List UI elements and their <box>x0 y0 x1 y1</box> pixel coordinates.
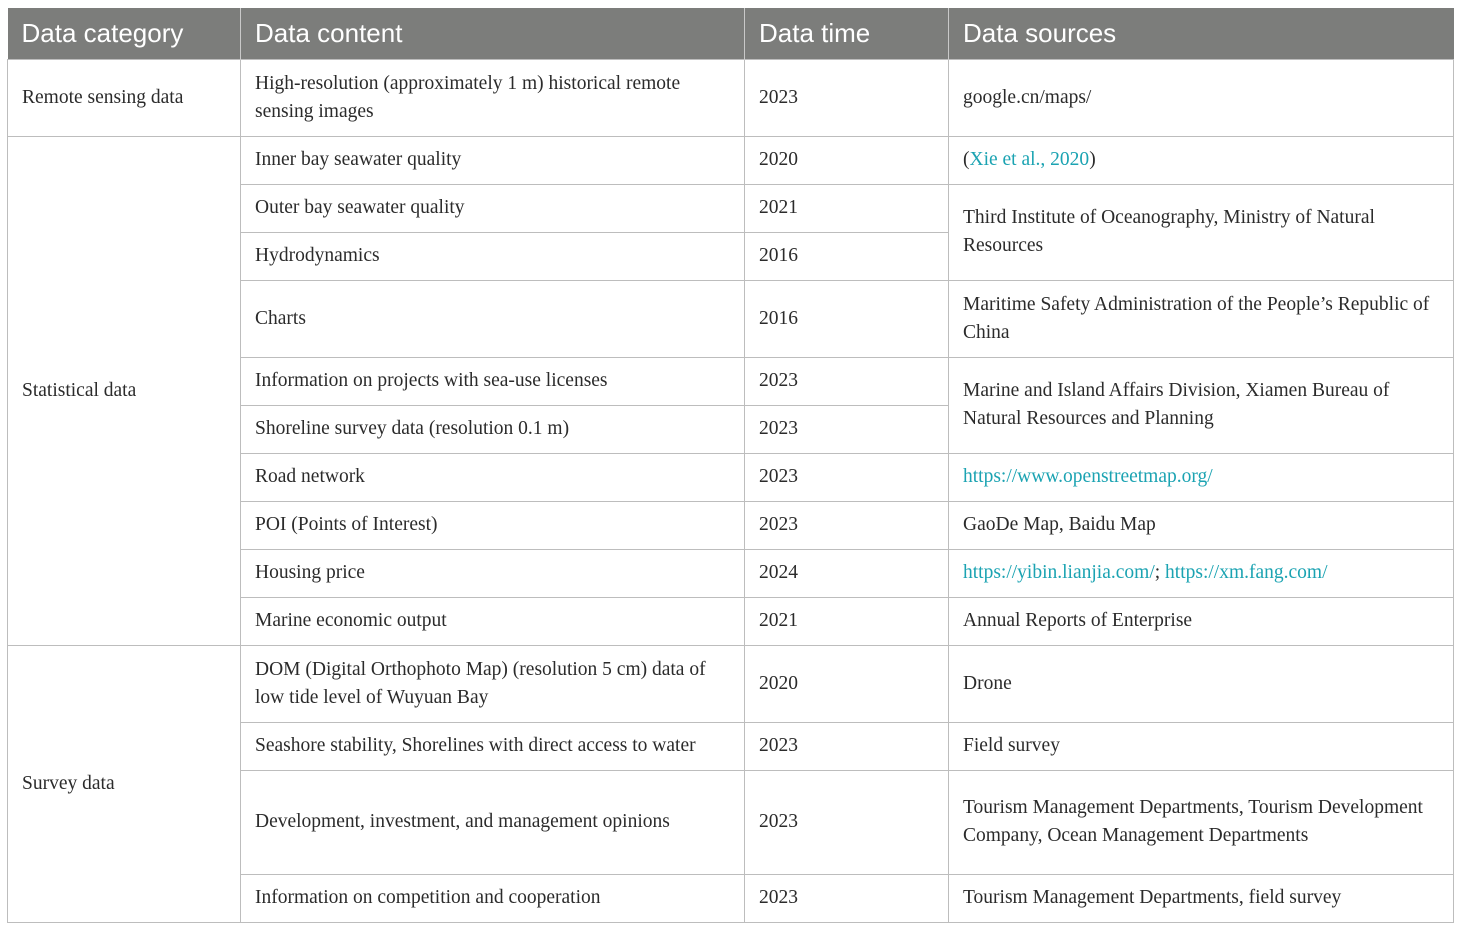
content-cell: Outer bay seawater quality <box>241 184 745 232</box>
source-cell: Marine and Island Affairs Division, Xiamen Bureau of Natural Resources and Planning <box>949 357 1454 453</box>
time-cell: 2023 <box>745 770 949 874</box>
content-cell: Housing price <box>241 549 745 597</box>
source-cell <box>949 136 1454 184</box>
source-paren-close: ) <box>1089 149 1096 170</box>
table-body <box>8 59 1454 922</box>
time-cell: 2023 <box>745 357 949 405</box>
source-cell: Tourism Management Departments, field survey <box>949 874 1454 922</box>
header-data-content: Data content <box>241 8 745 59</box>
content-cell: High-resolution (approximately 1 m) historical remote sensing images <box>241 59 745 136</box>
content-cell: Development, investment, and management opinions <box>241 770 745 874</box>
source-cell <box>949 549 1454 597</box>
header-data-sources: Data sources <box>949 8 1454 59</box>
category-cell: Statistical data <box>8 136 241 645</box>
header-data-category: Data category <box>8 8 241 59</box>
link-separator: ; <box>1154 562 1166 583</box>
time-cell: 2016 <box>745 232 949 280</box>
header-data-time: Data time <box>745 8 949 59</box>
openstreetmap-link[interactable]: https://www.openstreetmap.org/ <box>963 466 1213 487</box>
content-cell: POI (Points of Interest) <box>241 501 745 549</box>
time-cell: 2023 <box>745 59 949 136</box>
table-row <box>8 645 1454 722</box>
fang-link[interactable]: https://xm.fang.com/ <box>1165 562 1328 583</box>
source-cell: Maritime Safety Administration of the People’s Republic of China <box>949 280 1454 357</box>
content-cell: Charts <box>241 280 745 357</box>
time-cell: 2021 <box>745 597 949 645</box>
source-cell: GaoDe Map, Baidu Map <box>949 501 1454 549</box>
citation-link[interactable]: Xie et al., 2020 <box>969 149 1090 170</box>
time-cell: 2020 <box>745 645 949 722</box>
time-cell: 2023 <box>745 501 949 549</box>
content-cell: Seashore stability, Shorelines with direct access to water <box>241 722 745 770</box>
source-cell: google.cn/maps/ <box>949 59 1454 136</box>
content-cell: Information on competition and cooperation <box>241 874 745 922</box>
source-cell: Annual Reports of Enterprise <box>949 597 1454 645</box>
content-cell: Inner bay seawater quality <box>241 136 745 184</box>
source-cell: Third Institute of Oceanography, Ministry of Natural Resources <box>949 184 1454 280</box>
table-header <box>8 8 1454 59</box>
content-cell: Marine economic output <box>241 597 745 645</box>
source-paren-open: ( <box>963 149 970 170</box>
time-cell: 2024 <box>745 549 949 597</box>
content-cell: DOM (Digital Orthophoto Map) (resolution 5 cm) data of low tide level of Wuyuan Bay <box>241 645 745 722</box>
time-cell: 2021 <box>745 184 949 232</box>
time-cell: 2020 <box>745 136 949 184</box>
data-sources-table <box>7 8 1454 923</box>
category-cell: Remote sensing data <box>8 59 241 136</box>
source-cell: Field survey <box>949 722 1454 770</box>
source-cell <box>949 453 1454 501</box>
time-cell: 2023 <box>745 405 949 453</box>
time-cell: 2023 <box>745 453 949 501</box>
source-cell: Tourism Management Departments, Tourism Development Company, Ocean Management Departments <box>949 770 1454 874</box>
category-cell: Survey data <box>8 645 241 922</box>
table-row <box>8 136 1454 184</box>
source-cell: Drone <box>949 645 1454 722</box>
header-row <box>8 8 1454 59</box>
lianjia-link[interactable]: https://yibin.lianjia.com/ <box>963 562 1155 583</box>
time-cell: 2016 <box>745 280 949 357</box>
time-cell: 2023 <box>745 722 949 770</box>
table-row <box>8 59 1454 136</box>
content-cell: Hydrodynamics <box>241 232 745 280</box>
content-cell: Information on projects with sea-use licenses <box>241 357 745 405</box>
content-cell: Road network <box>241 453 745 501</box>
time-cell: 2023 <box>745 874 949 922</box>
content-cell: Shoreline survey data (resolution 0.1 m) <box>241 405 745 453</box>
